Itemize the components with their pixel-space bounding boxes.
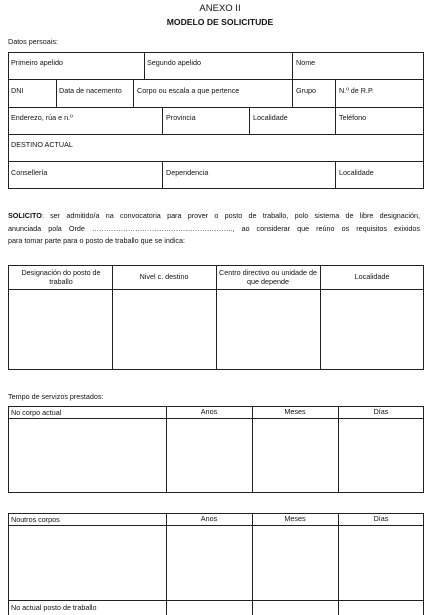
field-corpo-escala[interactable]: Corpo ou escala a que pertence: [137, 86, 240, 95]
annex-title: ANEXO II: [199, 3, 241, 14]
personal-data-heading: Datos persoais:: [8, 37, 58, 46]
service-current-anos-cell[interactable]: [167, 419, 251, 492]
service-current-label: No corpo actual: [11, 408, 62, 417]
service-heading: Tempo de servizos prestados:: [8, 392, 104, 401]
solicito-label: SOLICITO: [8, 211, 42, 220]
post-cell-nivel[interactable]: [113, 290, 215, 369]
service-current-dias-cell[interactable]: [339, 419, 423, 492]
field-dependencia[interactable]: Dependencia: [166, 168, 209, 177]
service-current-dias: Días: [373, 407, 389, 416]
field-provincia[interactable]: Provincia: [166, 113, 196, 122]
service-current-cell[interactable]: [9, 419, 165, 492]
field-primeiro-apelido[interactable]: Primeiro apelido: [11, 58, 63, 67]
field-conselleria[interactable]: Consellería: [11, 168, 48, 177]
field-grupo[interactable]: Grupo: [296, 86, 316, 95]
service-current-meses: Meses: [284, 407, 306, 416]
solicito-line-3: para tomar parte para o posto de traballo que se indica:: [8, 236, 186, 245]
service-other-dias-cell[interactable]: [339, 526, 423, 599]
service-other-meses-cell[interactable]: [253, 526, 337, 599]
field-data-nacemento[interactable]: Data de nacemento: [59, 86, 122, 95]
post-col-localidade: Localidade: [354, 272, 390, 281]
service-other-anos: Anos: [200, 514, 218, 523]
field-enderezo[interactable]: Enderezo, rúa e n.º: [11, 113, 73, 122]
field-telefono[interactable]: Teléfono: [339, 113, 367, 122]
post-col-centro: Centro directivo ou unidade de que depende: [219, 268, 317, 286]
post-cell-designacion[interactable]: [9, 290, 111, 369]
post-cell-localidade[interactable]: [321, 290, 423, 369]
solicito-line-1: : ser admitido/a na convocatoria para prover o posto de traballo, polo sistema de libre designación,: [41, 211, 420, 220]
field-destino-localidade[interactable]: Localidade: [339, 168, 374, 177]
post-cell-centro[interactable]: [217, 290, 319, 369]
current-post-label: No actual posto de traballo: [11, 603, 97, 612]
service-current-meses-cell[interactable]: [253, 419, 337, 492]
post-col-nivel: Nivel c. destino: [139, 272, 189, 281]
service-other-dias: Días: [373, 514, 389, 523]
service-other-meses: Meses: [284, 514, 306, 523]
service-other-cell[interactable]: [9, 526, 165, 599]
solicito-paragraph: [8, 210, 420, 248]
field-nrp[interactable]: N.º de R.P.: [339, 86, 374, 95]
field-segundo-apelido[interactable]: Segundo apelido: [147, 58, 201, 67]
field-nome[interactable]: Nome: [296, 58, 316, 67]
form-title: MODELO DE SOLICITUDE: [166, 17, 274, 27]
field-dni[interactable]: DNI: [11, 86, 24, 95]
service-other-label: Noutros corpos: [11, 515, 60, 524]
field-localidade[interactable]: Localidade: [253, 113, 288, 122]
service-other-anos-cell[interactable]: [167, 526, 251, 599]
solicito-line-2: anunciada pola Orde ………………………………………………….., ao considerar que reúno os requisitos exixidos: [8, 223, 420, 233]
service-current-anos: Anos: [200, 407, 218, 416]
destino-actual-heading: DESTINO ACTUAL: [11, 140, 73, 149]
post-col-designacion: Designación do posto de traballo: [21, 268, 101, 286]
